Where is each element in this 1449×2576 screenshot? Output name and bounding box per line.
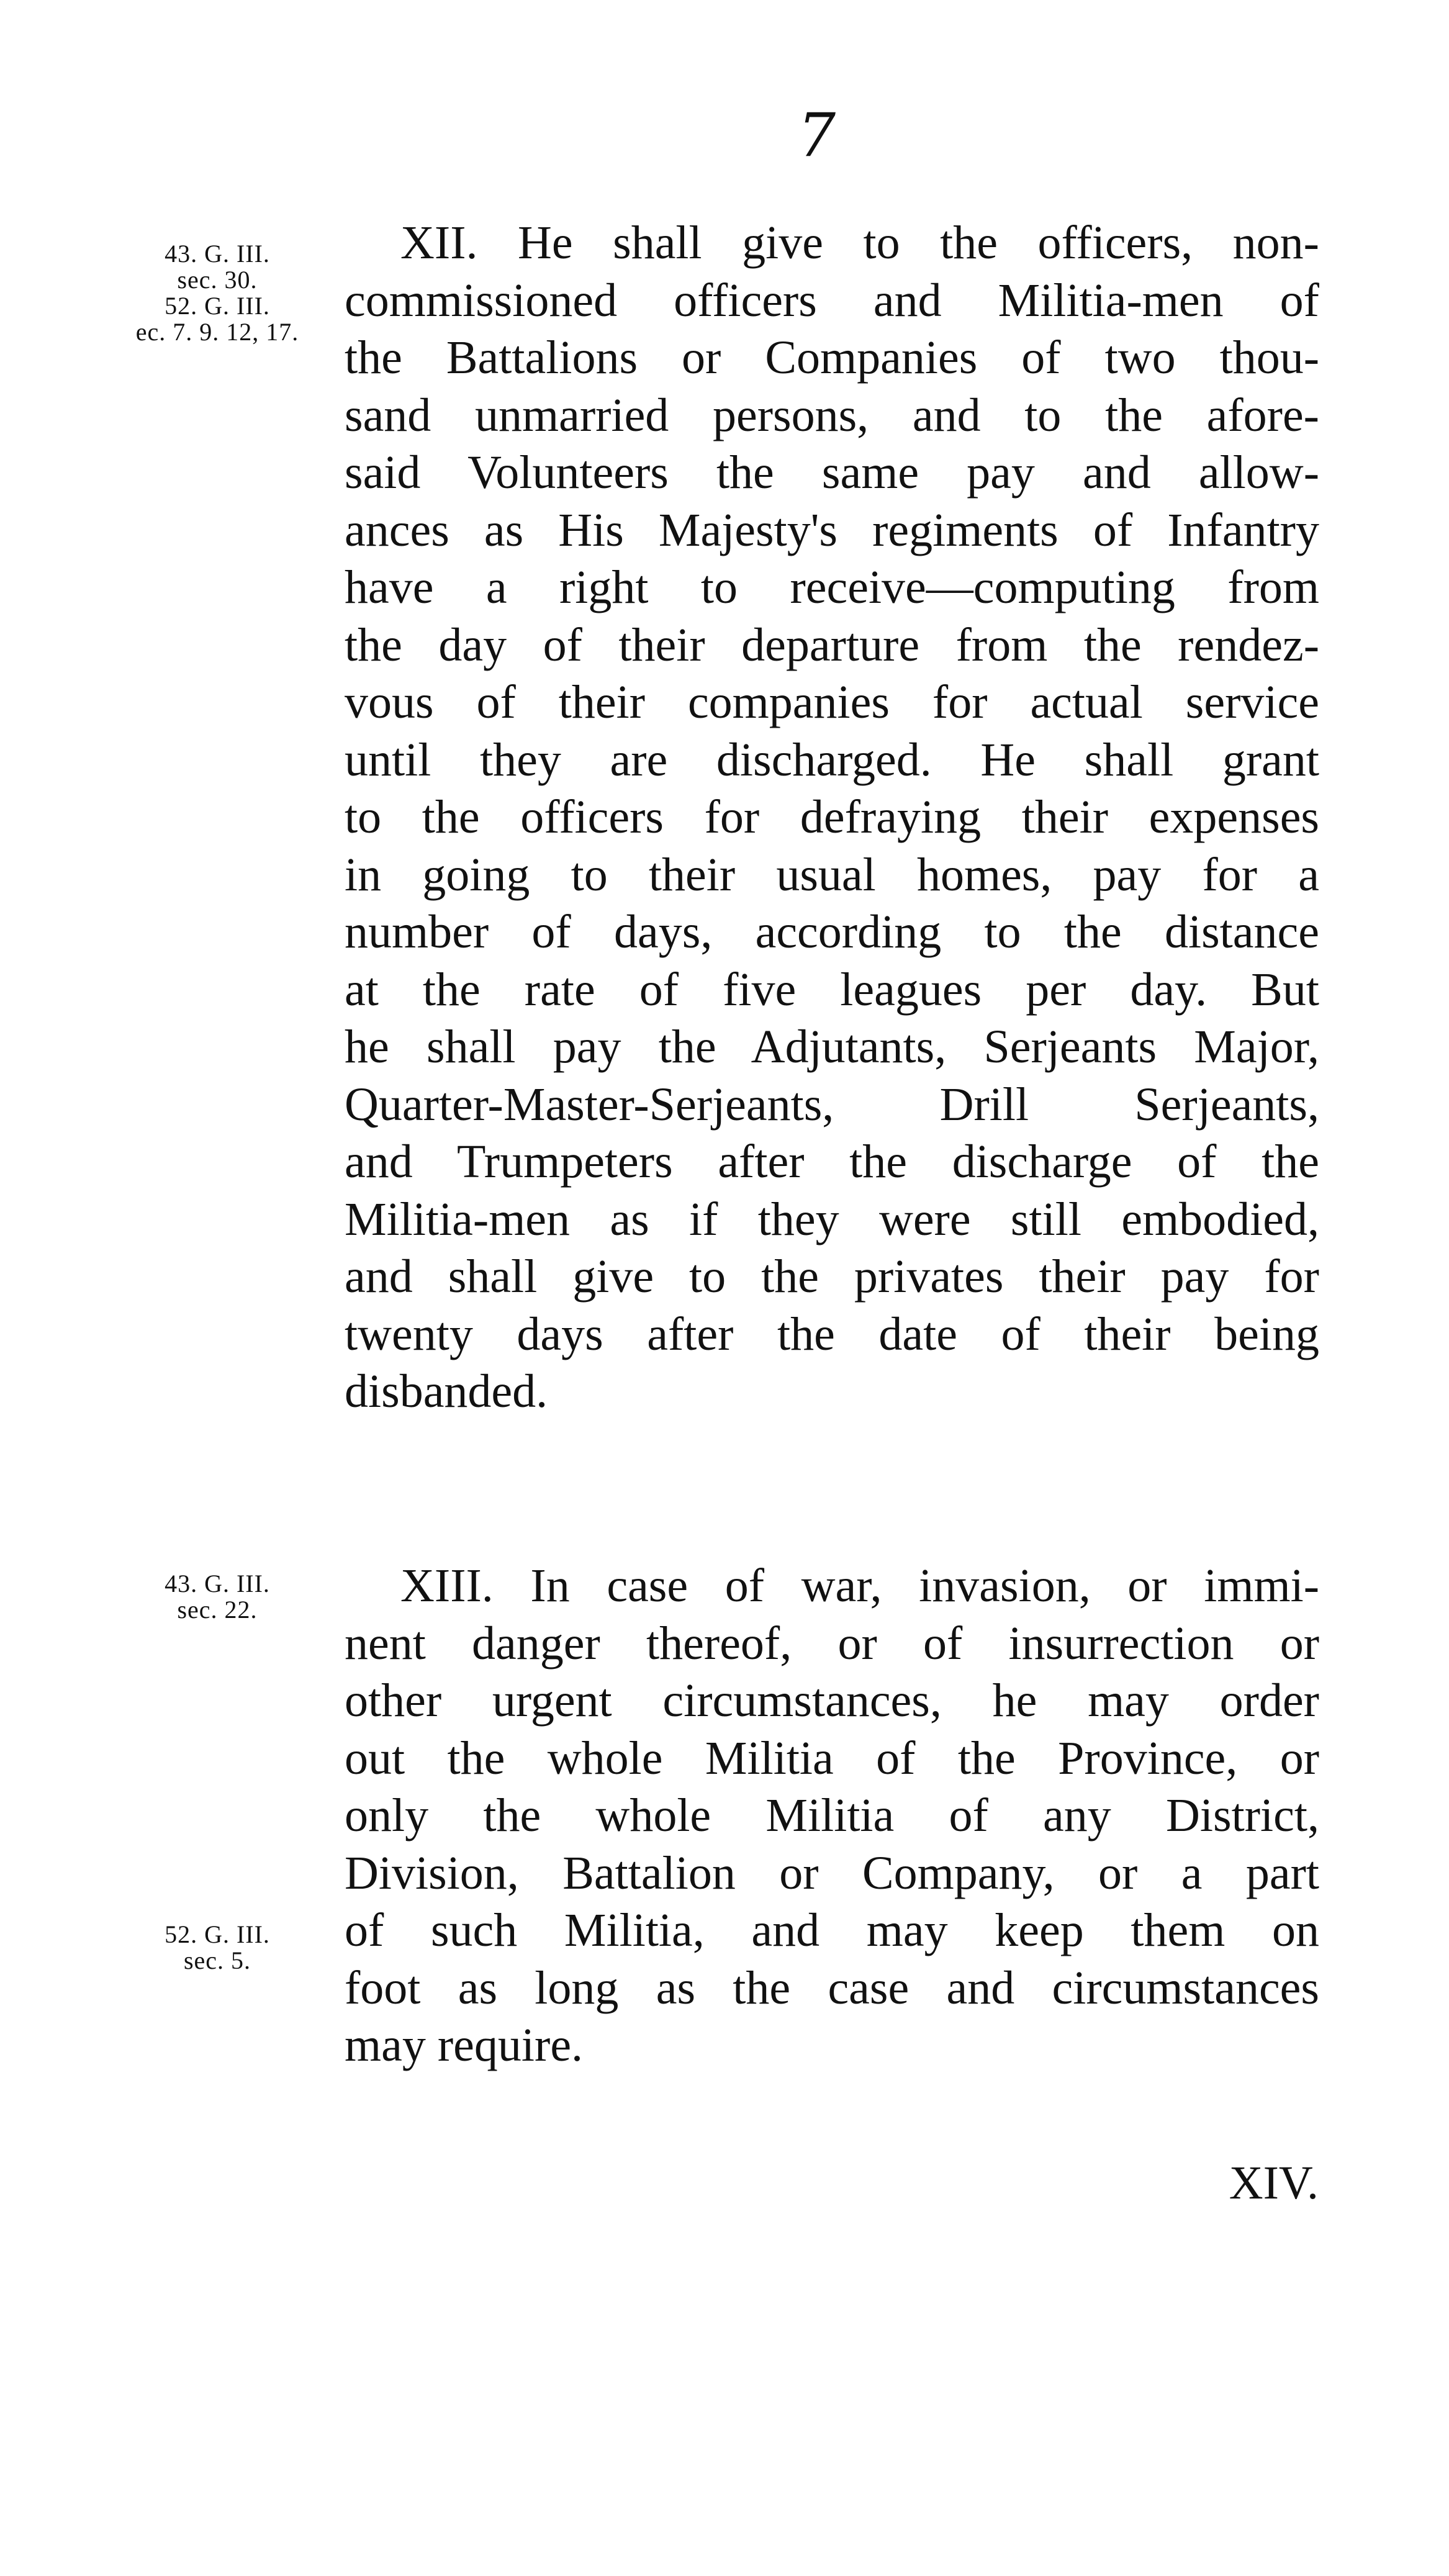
text-line: out the whole Militia of the Province, or <box>345 1732 1319 1784</box>
text-line: Militia-men as if they were still embodied, <box>345 1193 1319 1245</box>
section-xiii-paragraph <box>345 1557 1319 2074</box>
margin-note-line: 43. G. III. <box>165 240 270 268</box>
text-line: he shall pay the Adjutants, Serjeants Major, <box>345 1021 1319 1073</box>
text-line: at the rate of five leagues per day. But <box>345 963 1319 1016</box>
margin-note-line: 52. G. III. <box>165 1920 270 1948</box>
margin-note-line: sec. 30. <box>177 266 258 294</box>
text-line: may require. <box>345 2019 584 2071</box>
margin-note-line: sec. 5. <box>183 1946 251 1974</box>
text-line: number of days, according to the distance <box>345 906 1319 958</box>
text-line: XIII. In case of war, invasion, or immi- <box>400 1560 1319 1612</box>
text-line: of such Militia, and may keep them on <box>345 1904 1319 1956</box>
text-line: Quarter-Master-Serjeants, Drill Serjeants, <box>345 1078 1319 1131</box>
text-line: Division, Battalion or Company, or a part <box>345 1846 1319 1899</box>
text-line: twenty days after the date of their being <box>345 1308 1319 1360</box>
text-line: disbanded. <box>345 1365 548 1417</box>
margin-note-line: 43. G. III. <box>165 1570 270 1598</box>
margin-note-statute-refs-xiii <box>124 1571 310 1623</box>
text-line: vous of their companies for actual service <box>345 676 1319 728</box>
text-line: until they are discharged. He shall grant <box>345 733 1319 786</box>
text-line: other urgent circumstances, he may order <box>345 1674 1319 1727</box>
text-line: said Volunteers the same pay and allow- <box>345 446 1319 499</box>
text-line: ances as His Majesty's regiments of Infantry <box>345 504 1319 556</box>
text-line: XII. He shall give to the officers, non- <box>400 217 1319 269</box>
text-line: in going to their usual homes, pay for a <box>345 848 1319 901</box>
text-line: nent danger thereof, or of insurrection or <box>345 1617 1319 1670</box>
text-line: foot as long as the case and circumstances <box>345 1961 1319 2014</box>
section-xii-paragraph <box>345 214 1319 1421</box>
margin-note-line: ec. 7. 9. 12, 17. <box>135 318 299 346</box>
text-line: sand unmarried persons, and to the afore- <box>345 389 1319 441</box>
margin-note-statute-refs-xiii-part <box>124 1922 310 1974</box>
text-line: to the officers for defraying their expenses <box>345 791 1319 843</box>
text-line: the Battalions or Companies of two thou- <box>345 332 1319 384</box>
page-number: 7 <box>798 101 836 170</box>
margin-note-line: 52. G. III. <box>165 292 270 320</box>
margin-note-statute-refs-xii <box>124 241 310 345</box>
text-line: have a right to receive—computing from <box>345 561 1319 613</box>
catchword: XIV. <box>1229 2157 1319 2209</box>
text-line: commissioned officers and Militia-men of <box>345 274 1319 327</box>
text-line: the day of their departure from the rendez- <box>345 618 1319 671</box>
margin-note-line: sec. 22. <box>177 1596 258 1624</box>
text-line: and shall give to the privates their pay for <box>345 1250 1319 1303</box>
text-line: and Trumpeters after the discharge of the <box>345 1136 1319 1188</box>
text-line: only the whole Militia of any District, <box>345 1789 1319 1842</box>
